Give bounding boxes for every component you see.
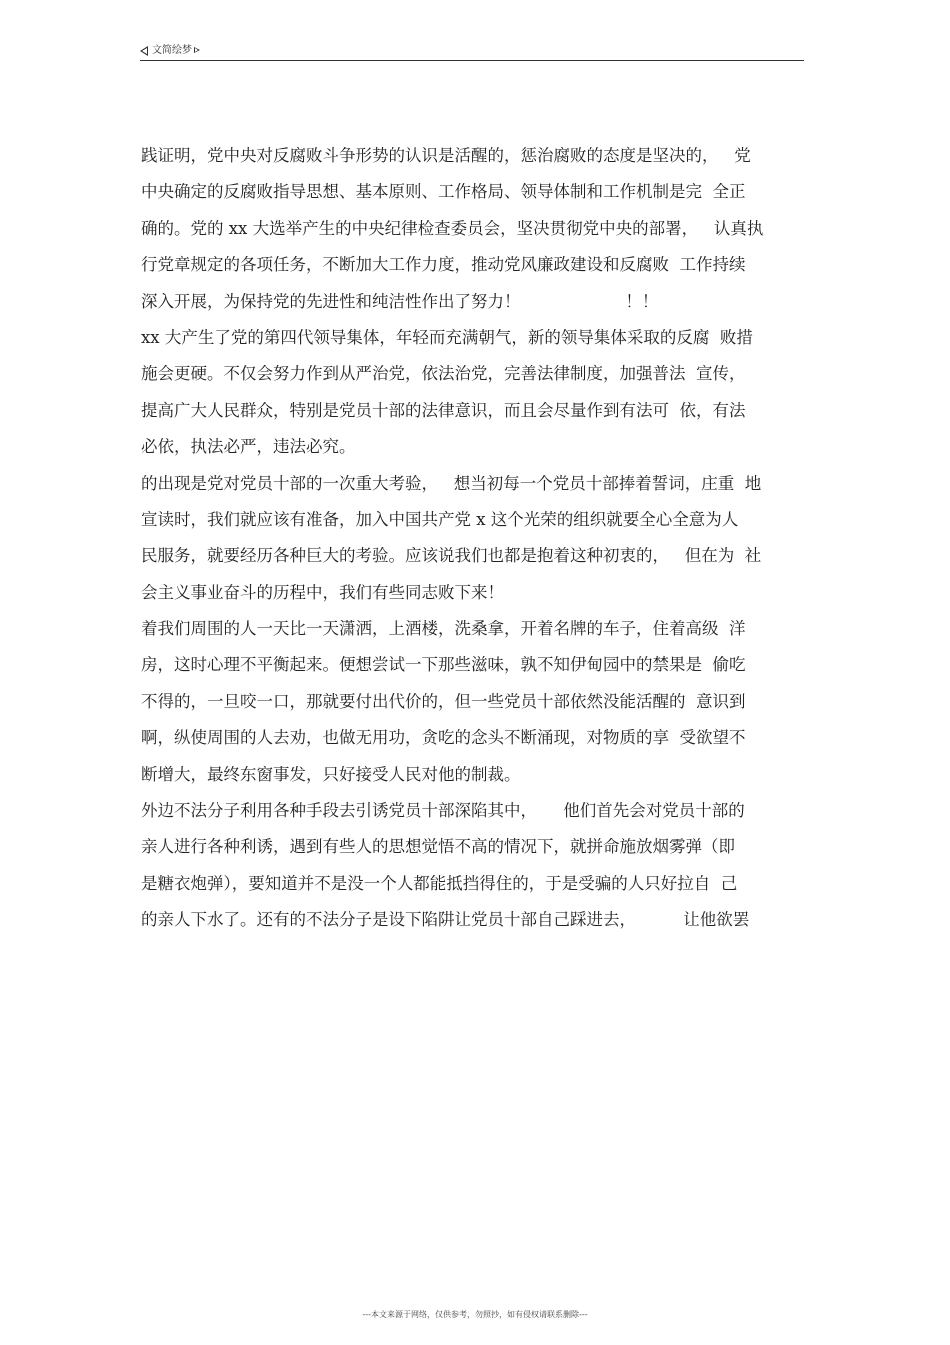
page-footer: ---本文来源于网络，仅供参考，勿照抄，如有侵权请联系删除--- <box>362 1310 588 1319</box>
text-line: 必依，执法必严，违法必究。 <box>141 437 356 457</box>
text-line: 深入开展，为保持党的先进性和纯洁性作出了努力！ ！！ <box>141 291 659 311</box>
text-line: 啊，纵使周围的人去劝，也做无用功，贪吃的念头不断涌现，对物质的享 受欲望不 <box>141 728 746 748</box>
text-line: 外边不法分子利用各种手段去引诱党员十部深陷其中， 他们首先会对党员十部的 <box>141 801 745 821</box>
text-line: 亲人进行各种利诱，遇到有些人的思想觉悟不高的情况下，就拼命施放烟雾弹（即 <box>141 837 735 857</box>
text-line: 的亲人下水了。还有的不法分子是设下陷阱让党员十部自己踩进去， 让他欲罢 <box>141 910 750 930</box>
document-body <box>141 138 806 939</box>
page-header <box>140 44 804 61</box>
triangle-right-icon <box>194 47 200 53</box>
text-line: 行党章规定的各项任务，不断加大工作力度，推动党风廉政建设和反腐败 工作持续 <box>141 255 746 275</box>
text-line: 确的。党的 xx 大选举产生的中央纪律检查委员会，坚决贯彻党中央的部署， 认真执 <box>141 218 764 238</box>
text-line: 民服务，就要经历各种巨大的考验。应该说我们也都是抱着这种初衷的， 但在为 社 <box>141 546 762 566</box>
text-line: 不得的，一旦咬一口，那就要付出代价的，但一些党员十部依然没能活醒的 意识到 <box>141 691 746 711</box>
text-line: 着我们周围的人一天比一天潇洒，上酒楼，洗桑拿，开着名牌的车子，住着高级 洋 <box>141 619 746 639</box>
text-line: xx 大产生了党的第四代领导集体，年轻而充满朝气，新的领导集体采取的反腐 败措 <box>141 327 753 347</box>
text-line: 提高广大人民群众，特别是党员十部的法律意识，而且会尽量作到有法可 依，有法 <box>141 400 746 420</box>
text-line: 宣读时，我们就应该有准备，加入中国共产党 x 这个光荣的组织就要全心全意为人 <box>141 509 739 529</box>
text-line: 施会更硬。不仅会努力作到从严治党，依法治党，完善法律制度，加强普法 宣传， <box>141 364 746 384</box>
triangle-left-icon <box>140 46 148 56</box>
text-line: 是糖衣炮弹），要知道并不是没一个人都能抵挡得住的，于是受骗的人只好拉自 己 <box>141 873 738 893</box>
text-line: 践证明，党中央对反腐败斗争形势的认识是活醒的，惩治腐败的态度是坚决的， 党 <box>141 146 751 165</box>
text-line: 的出现是党对党员十部的一次重大考验， 想当初每一个党员十部捧着誓词，庄重 地 <box>141 473 762 493</box>
text-line: 中央确定的反腐败指导思想、基本原则、工作格局、领导体制和工作机制是完 全正 <box>141 182 746 202</box>
header-title: 文简绘梦 <box>152 45 192 56</box>
text-line: 房，这时心理不平衡起来。便想尝试一下那些滋味，孰不知伊甸园中的禁果是 偷吃 <box>141 655 746 675</box>
text-line: 断增大，最终东窗事发，只好接受人民对他的制裁。 <box>141 764 521 784</box>
text-line: 会主义事业奋斗的历程中，我们有些同志败下来！ <box>141 582 504 602</box>
